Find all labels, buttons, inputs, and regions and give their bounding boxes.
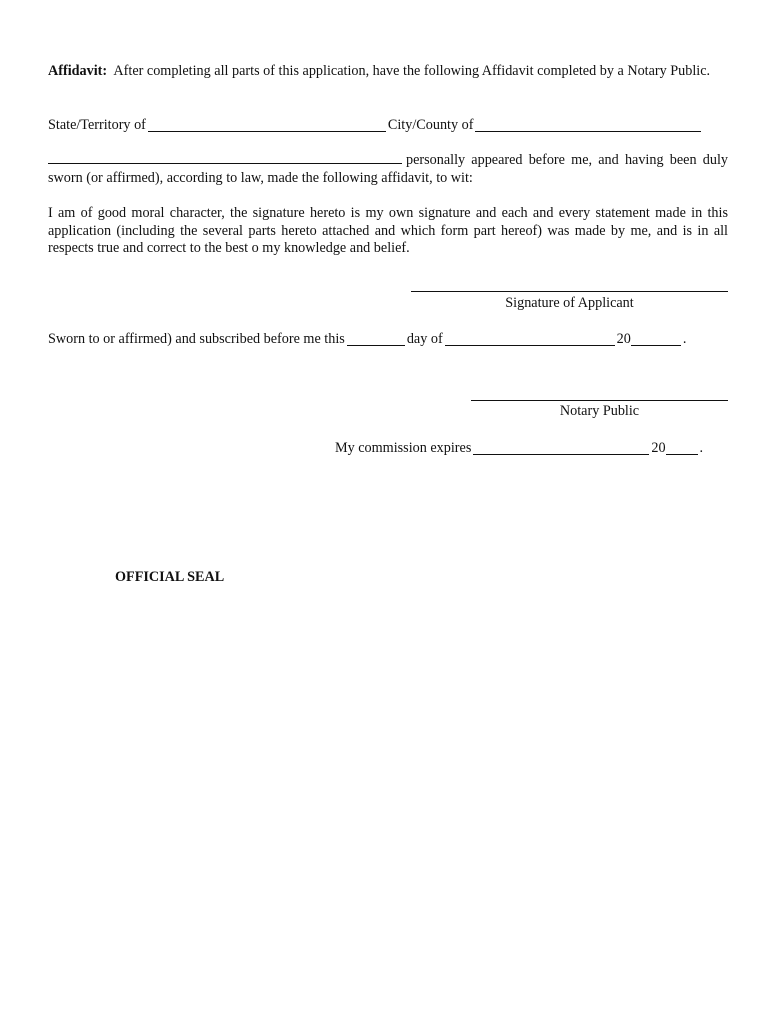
state-field[interactable] [148, 117, 386, 132]
official-seal-label: OFFICIAL SEAL [115, 569, 225, 585]
state-label: State/Territory of [48, 117, 146, 133]
sworn-day-label: day of [406, 331, 443, 347]
commission-month-field[interactable] [473, 440, 649, 455]
notary-signature-caption: Notary Public [559, 403, 640, 419]
city-label: City/County of [387, 117, 474, 133]
sworn-year-prefix: 20 [616, 331, 631, 347]
affidavit-intro [48, 63, 728, 81]
sworn-prefix: Sworn to or affirmed) and subscribed before me this [48, 331, 345, 347]
sworn-line [48, 328, 728, 348]
commission-year-field[interactable] [666, 440, 698, 455]
notary-signature-line[interactable] [471, 400, 728, 401]
commission-line [335, 437, 728, 457]
applicant-signature-line[interactable] [411, 291, 728, 292]
affiant-name-field[interactable] [48, 151, 402, 164]
affidavit-heading: Affidavit: [48, 63, 108, 79]
appeared-paragraph [48, 151, 728, 187]
applicant-signature-caption: Signature of Applicant [505, 295, 634, 311]
venue-line [48, 114, 728, 134]
sworn-year-field[interactable] [631, 331, 681, 346]
affidavit-intro-text: After completing all parts of this application, have the following Affidavit completed by a Notary Public. [113, 63, 711, 79]
sworn-month-field[interactable] [445, 331, 615, 346]
city-field[interactable] [475, 117, 701, 132]
statement-paragraph [48, 205, 728, 258]
commission-year-prefix: 20 [651, 440, 666, 456]
commission-label: My commission expires [335, 440, 472, 456]
statement-text: I am of good moral character, the signature hereto is my own signature and each and every statement made in this application (including the several parts hereto attached and which form part hereof) was made by me, and is in all respects true and correct to the best o my knowledge and belief. [48, 205, 728, 256]
appeared-text: personally appeared before me, and having been duly sworn (or affirmed), according to law, made the following affidavit, to wit: [48, 152, 728, 186]
sworn-period: . [682, 331, 687, 347]
commission-period: . [699, 440, 704, 456]
sworn-day-field[interactable] [347, 331, 405, 346]
